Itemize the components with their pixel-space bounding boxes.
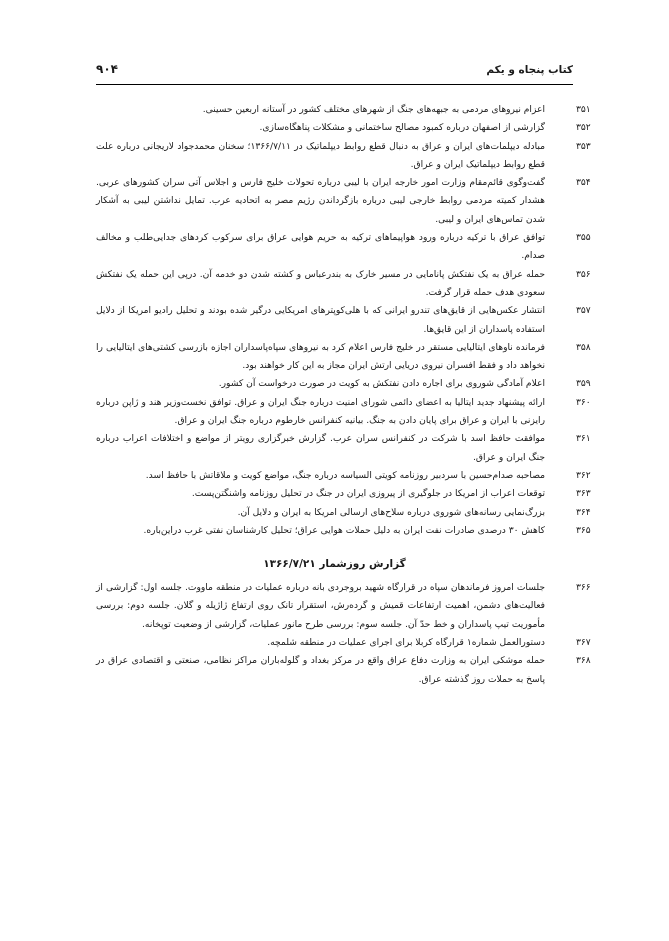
item-number: ۳۶۴ bbox=[576, 507, 591, 518]
list-item bbox=[96, 430, 591, 467]
list-item bbox=[96, 504, 591, 522]
list-item bbox=[96, 394, 591, 431]
item-number: ۳۶۶ bbox=[576, 583, 591, 594]
item-number: ۳۵۴ bbox=[576, 178, 591, 189]
item-text: انتشار عکس‌هایی از قایق‌های تندرو ایرانی که با هلی‌کوپترهای امریکایی درگیر شده بودند و تحلیل رادیو امریکا از دلایل استفاده پاسداران از این قایق‌ها. bbox=[96, 306, 545, 335]
book-title: کتاب پنجاه و یکم bbox=[486, 64, 573, 76]
section-title: گزارش روزشمار ۱۳۶۶/۷/۲۱ bbox=[263, 558, 406, 571]
item-number: ۳۵۲ bbox=[576, 123, 591, 134]
page-number: ۹۰۴ bbox=[96, 62, 118, 76]
item-text: توقعات اعراب از امریکا در جلوگیری از پیروزی ایران در جنگ در تحلیل روزنامه واشنگتن‌پست. bbox=[191, 489, 545, 500]
list-item bbox=[96, 101, 591, 119]
item-text: مبادله دیپلمات‌های ایران و عراق به دنبال قطع روابط دیپلماتیک در ۱۳۶۶/۷/۱۱؛ سخنان محمدجواد لاریجانی درباره علت قطع روابط دیپلماتیک ایران و عراق. bbox=[96, 141, 545, 170]
list-item bbox=[96, 634, 591, 652]
item-text: اعزام نیروهای مردمی به جبهه‌های جنگ از شهرهای مختلف کشور در آستانه اربعین حسینی. bbox=[202, 105, 545, 115]
item-text: بزرگ‌نمایی رسانه‌های شوروی درباره سلاح‌های ارسالی امریکا به ایران و دلایل آن. bbox=[237, 507, 545, 518]
list-item bbox=[96, 375, 591, 393]
item-text: موافقت حافظ اسد با شرکت در کنفرانس سران عرب. گزارش خبرگزاری رویتر از مواضع و اختلافات اعراب درباره جنگ ایران و عراق. bbox=[96, 434, 545, 463]
item-number: ۳۶۰ bbox=[576, 397, 591, 408]
item-text: توافق عراق با ترکیه درباره ورود هواپیماهای ترکیه به حریم هوایی عراق برای سرکوب کردهای جدایی‌طلب و مخالف صدام. bbox=[96, 233, 545, 262]
item-text: مصاحبه صدام‌حسین با سردبیر روزنامه کویتی السیاسه درباره جنگ، مواضع کویت و ملاقاتش با حافظ اسد. bbox=[145, 470, 545, 481]
item-number: ۳۶۱ bbox=[576, 434, 591, 445]
list-item bbox=[96, 119, 591, 137]
item-number: ۳۵۳ bbox=[576, 141, 591, 152]
item-number: ۳۶۷ bbox=[576, 638, 591, 649]
item-number: ۳۶۵ bbox=[576, 525, 591, 536]
item-text: کاهش ۳۰ درصدی صادرات نفت ایران به دلیل حملات هوایی عراق؛ تحلیل کارشناسان نفتی غرب دراین‌باره. bbox=[143, 525, 545, 536]
item-text: اعلام آمادگی شوروی برای اجاره دادن نفتکش به کویت در صورت درخواست آن کشور. bbox=[218, 379, 545, 390]
item-text: حمله عراق به یک نفتکش پانامایی در مسیر خارک به بندرعباس و کشته شدن دو خدمه آن. درپی این حمله یک نفتکش سعودی هدف حمله قرار گرفت. bbox=[96, 269, 545, 298]
list-item bbox=[96, 579, 591, 634]
page-header bbox=[96, 62, 573, 85]
item-list bbox=[96, 101, 591, 689]
item-number: ۳۵۶ bbox=[576, 269, 591, 280]
list-item bbox=[96, 339, 591, 376]
list-item bbox=[96, 522, 591, 540]
list-item bbox=[96, 652, 591, 689]
list-item bbox=[96, 485, 591, 503]
item-text: حمله موشکی ایران به وزارت دفاع عراق واقع در مرکز بغداد و گلوله‌باران مراکز نظامی، صنعتی و اقتصادی عراق در پاسخ به حملات روز گذشته عراق. bbox=[96, 656, 545, 685]
list-item bbox=[96, 302, 591, 339]
list-item bbox=[96, 229, 591, 266]
item-text: گزارشی از اصفهان درباره کمبود مصالح ساختمانی و مشکلات پناهگاه‌سازی. bbox=[259, 123, 545, 134]
item-number: ۳۵۷ bbox=[576, 306, 591, 317]
list-item bbox=[96, 467, 591, 485]
item-number: ۳۶۳ bbox=[576, 489, 591, 500]
list-item bbox=[96, 266, 591, 303]
item-number: ۳۵۱ bbox=[576, 105, 591, 115]
item-text: ارائه پیشنهاد جدید ایتالیا به اعضای دائمی شورای امنیت درباره جنگ ایران و عراق. توافق نخست‌وزیر هند و ژاپن درباره رایزنی با ایران و عراق برای پایان دادن به جنگ. بیانیه کنفرانس خارطوم درباره جنگ ایران و عراق. bbox=[96, 397, 545, 427]
item-number: ۳۶۲ bbox=[576, 470, 591, 481]
item-text: فرمانده ناوهای ایتالیایی مستقر در خلیج فارس اعلام کرد به نیروهای سپاه‌پاسداران اجازه بازرسی کشتی‌های ایتالیایی را نخواهد داد و فقط افسران نیروی دریایی ارتش ایران مجاز به این کار خواهند بود. bbox=[96, 342, 545, 372]
item-text: گفت‌وگوی قائم‌مقام وزارت امور خارجه ایران با لیبی درباره تحولات خلیج فارس و اجلاس آتی سران کشورهای عربی. هشدار کمیته مردمی روابط خارجی لیبی درباره بازگرداندن رژیم مصر به اتحادیه عرب. تمایل نداشتن لیبی به آشکار شدن تماس‌های ایران و لیبی. bbox=[96, 178, 545, 225]
item-number: ۳۵۸ bbox=[576, 342, 591, 353]
list-item bbox=[96, 174, 591, 229]
item-text: دستورالعمل شماره۱ قرارگاه کربلا برای اجرای عملیات در منطقه شلمچه. bbox=[267, 638, 545, 649]
item-number: ۳۵۹ bbox=[576, 379, 591, 390]
item-number: ۳۶۸ bbox=[576, 656, 591, 667]
item-text: جلسات امروز فرماندهان سپاه در قرارگاه شهید بروجردی بانه درباره عملیات در منطقه ماووت. جلسه اول: گزارشی از فعالیت‌های دشمن، اهمیت ارتفاعات قمیش و گرده‌رش، استقرار تانک روی ارتفاع ژاژیله و گلان. جلسه دوم: بررسی مأموریت تیپ پاسداران و خط حدّ آن. جلسه سوم: بررسی طرح مانور عملیات، گزارشی از وضعیت توپخانه. bbox=[96, 583, 545, 630]
list-item bbox=[96, 138, 591, 175]
item-number: ۳۵۵ bbox=[576, 233, 591, 244]
